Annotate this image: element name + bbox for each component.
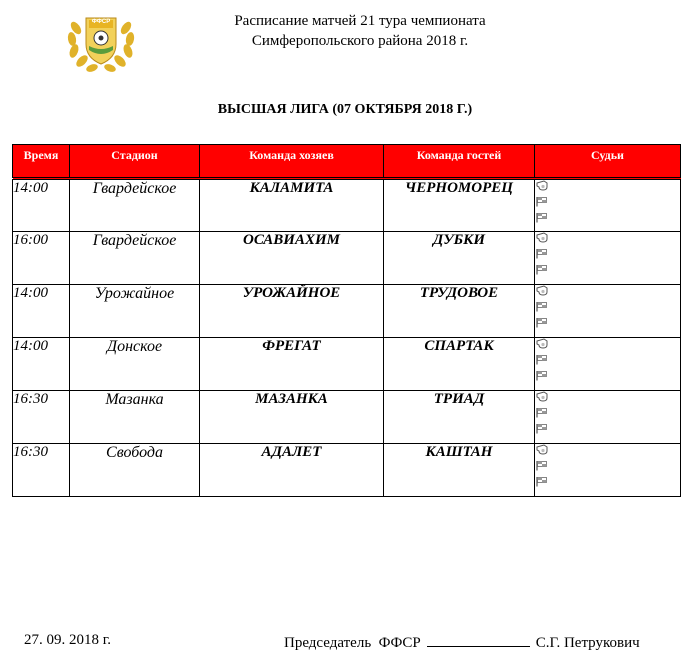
flag-icon: [535, 354, 549, 366]
schedule-table: [12, 144, 681, 497]
signature-line: [427, 632, 530, 647]
table-row: [13, 285, 681, 338]
title-line-1: Расписание матчей 21 тура чемпионата: [234, 13, 486, 29]
referees-cell: [535, 285, 681, 338]
table-header-row: [13, 145, 681, 179]
referees-cell: [535, 444, 681, 497]
flag-icon: [535, 423, 549, 435]
match-stadium: Урожайное: [70, 285, 200, 338]
home-team: ФРЕГАТ: [200, 338, 384, 391]
flag-icon: [535, 301, 549, 313]
away-team: ЧЕРНОМОРЕЦ: [384, 179, 535, 232]
away-team: КАШТАН: [384, 444, 535, 497]
match-stadium: Свобода: [70, 444, 200, 497]
match-time: 14:00: [13, 338, 70, 391]
table-row: [13, 338, 681, 391]
table-row: [13, 179, 681, 232]
home-team: МАЗАНКА: [200, 391, 384, 444]
whistle-icon: [535, 285, 549, 297]
home-team: АДАЛЕТ: [200, 444, 384, 497]
flag-icon: [535, 248, 549, 260]
column-header-away-team: Команда гостей: [384, 145, 535, 179]
signature-block: [284, 632, 640, 652]
match-stadium: Мазанка: [70, 391, 200, 444]
whistle-icon: [535, 391, 549, 403]
table-row: [13, 444, 681, 497]
away-team: ТРИАД: [384, 391, 535, 444]
match-stadium: Гвардейское: [70, 232, 200, 285]
flag-icon: [535, 476, 549, 488]
whistle-icon: [535, 338, 549, 350]
flag-icon: [535, 196, 549, 208]
home-team: УРОЖАЙНОЕ: [200, 285, 384, 338]
table-row: [13, 232, 681, 285]
home-team: ОСАВИАХИМ: [200, 232, 384, 285]
flag-icon: [535, 370, 549, 382]
chairman-name: С.Г. Петрукович: [535, 635, 640, 651]
flag-icon: [535, 212, 549, 224]
match-time: 16:00: [13, 232, 70, 285]
referees-cell: [535, 179, 681, 232]
column-header-referees: Судьи: [535, 145, 681, 179]
flag-icon: [535, 460, 549, 472]
home-team: КАЛАМИТА: [200, 179, 384, 232]
flag-icon: [535, 317, 549, 329]
column-header-home-team: Команда хозяев: [200, 145, 384, 179]
flag-icon: [535, 264, 549, 276]
footer-date: 27. 09. 2018 г.: [24, 632, 111, 648]
title-line-2: Симферопольского района 2018 г.: [251, 33, 469, 49]
document-title: [160, 11, 560, 51]
match-time: 16:30: [13, 444, 70, 497]
match-time: 14:00: [13, 285, 70, 338]
column-header-stadium: Стадион: [70, 145, 200, 179]
match-time: 14:00: [13, 179, 70, 232]
referees-cell: [535, 232, 681, 285]
away-team: ДУБКИ: [384, 232, 535, 285]
match-stadium: Гвардейское: [70, 179, 200, 232]
away-team: ТРУДОВОЕ: [384, 285, 535, 338]
ffsr-logo: [62, 6, 140, 76]
match-stadium: Донское: [70, 338, 200, 391]
league-title: ВЫСШАЯ ЛИГА (07 ОКТЯБРЯ 2018 Г.): [217, 102, 473, 117]
table-row: [13, 391, 681, 444]
whistle-icon: [535, 444, 549, 456]
logo-text: ФФСР: [91, 19, 111, 25]
away-team: СПАРТАК: [384, 338, 535, 391]
whistle-icon: [535, 180, 549, 192]
chairman-label: Председатель ФФСР: [284, 635, 421, 651]
whistle-icon: [535, 232, 549, 244]
column-header-time: Время: [13, 145, 70, 179]
match-time: 16:30: [13, 391, 70, 444]
referees-cell: [535, 338, 681, 391]
flag-icon: [535, 407, 549, 419]
referees-cell: [535, 391, 681, 444]
